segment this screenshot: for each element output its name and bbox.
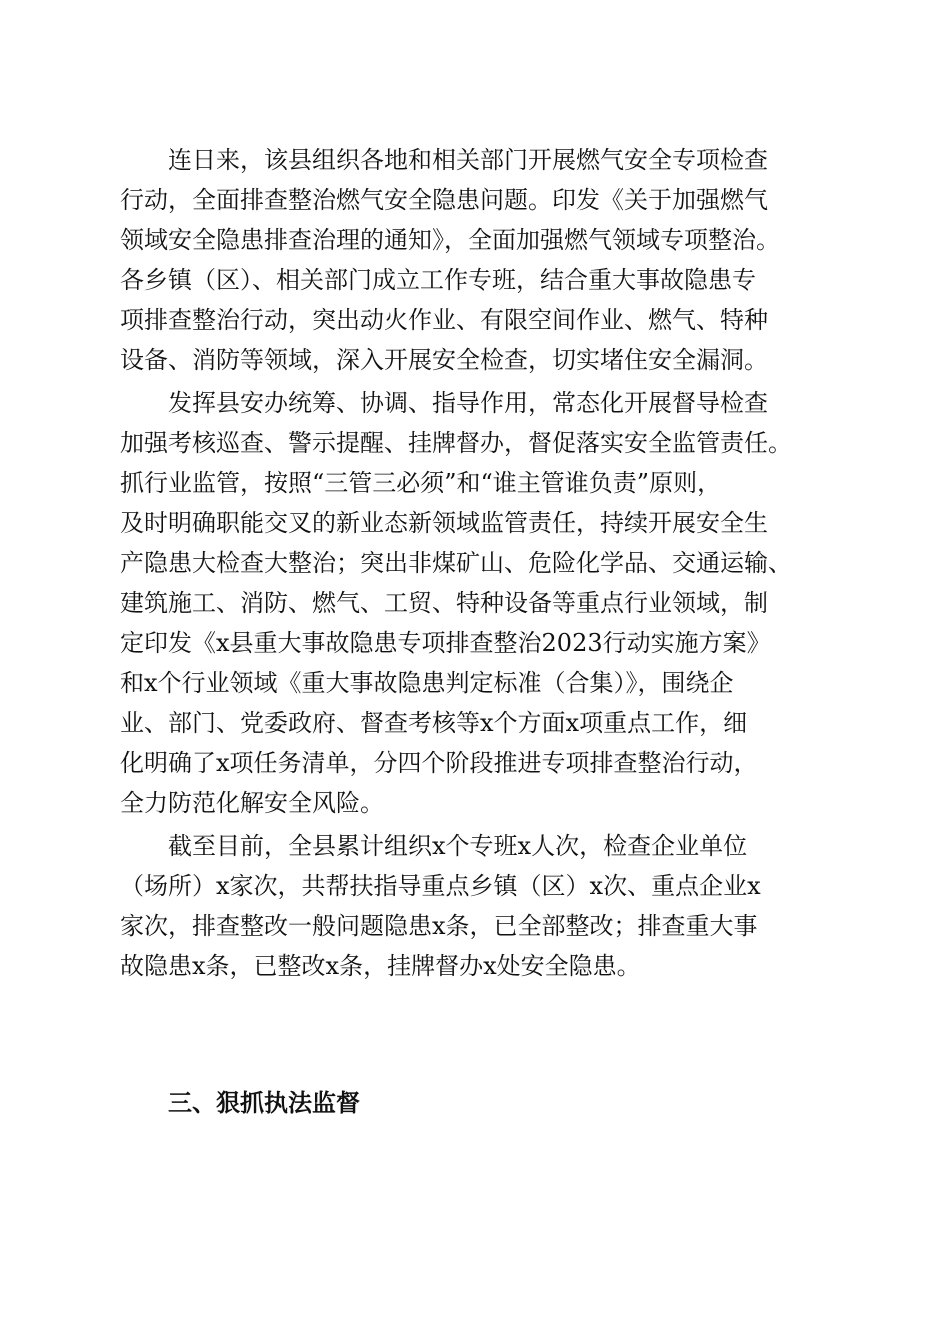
paragraph-statistics	[120, 826, 840, 986]
text-line: 故隐患x条，已整改x条，挂牌督办x处安全隐患。	[120, 952, 641, 980]
text-line: 及时明确职能交叉的新业态新领域监管责任，持续开展安全生	[120, 509, 768, 537]
text-line: 发挥县安办统筹、协调、指导作用，常态化开展督导检查	[168, 389, 768, 417]
text-line: 建筑施工、消防、燃气、工贸、特种设备等重点行业领域，制	[120, 589, 768, 617]
text-line: 业、部门、党委政府、督查考核等x个方面x项重点工作，细	[120, 709, 748, 737]
text-line: 加强考核巡查、警示提醒、挂牌督办，督促落实安全监管责任。	[120, 429, 792, 457]
text-line: 抓行业监管，按照“三管三必须”和“谁主管谁负责”原则，	[120, 469, 722, 497]
text-line: 和x个行业领域《重大事故隐患判定标准（合集）》，围绕企	[120, 669, 734, 697]
text-line: 化明确了x项任务清单，分四个阶段推进专项排查整治行动，	[120, 749, 758, 777]
text-line: 家次，排查整改一般问题隐患x条，已全部整改；排查重大事	[120, 912, 758, 940]
document-body	[120, 140, 840, 986]
text-line: 全力防范化解安全风险。	[120, 789, 384, 817]
paragraph-gas-safety	[120, 140, 840, 380]
text-line: 截至目前，全县累计组织x个专班x人次，检查企业单位	[168, 832, 748, 860]
text-line: 定印发《x县重大事故隐患专项排查整治2023行动实施方案》	[120, 629, 771, 657]
text-line: 项排查整治行动，突出动火作业、有限空间作业、燃气、特种	[120, 306, 768, 334]
text-line: 连日来，该县组织各地和相关部门开展燃气安全专项检查	[168, 146, 768, 174]
text-line: 行动，全面排查整治燃气安全隐患问题。印发《关于加强燃气	[120, 186, 768, 214]
text-line: 产隐患大检查大整治；突出非煤矿山、危险化学品、交通运输、	[120, 549, 792, 577]
text-line: （场所）x家次，共帮扶指导重点乡镇（区）x次、重点企业x	[120, 872, 761, 900]
text-line: 设备、消防等领域，深入开展安全检查，切实堵住安全漏洞。	[120, 346, 768, 374]
text-line: 领域安全隐患排查治理的通知》，全面加强燃气领域专项整治。	[120, 226, 780, 254]
section-heading: 三、狠抓执法监督	[168, 1089, 360, 1117]
text-line: 各乡镇（区）、相关部门成立工作专班，结合重大事故隐患专	[120, 266, 756, 294]
paragraph-supervision	[120, 383, 840, 823]
